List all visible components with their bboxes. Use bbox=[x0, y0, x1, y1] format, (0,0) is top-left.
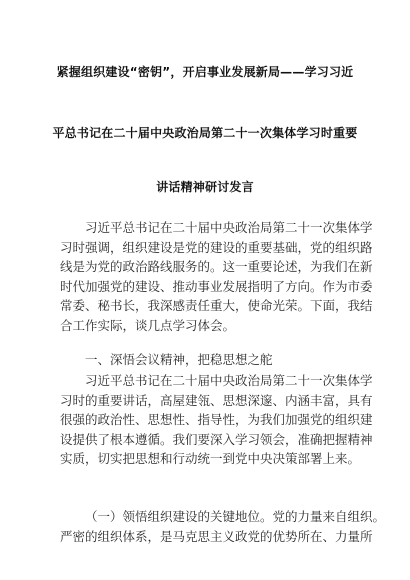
paragraph-line: 时代加强党的建设、推动事业发展指明了方向。作为市委 bbox=[60, 278, 373, 294]
section-heading-text: 一、深悟会议精神，把稳思想之舵 bbox=[85, 352, 273, 367]
paragraph-line: 习近平总书记在二十届中央政治局第二十一次集体学 bbox=[85, 220, 373, 235]
paragraph-line: 合工作实际，谈几点学习体会。 bbox=[60, 317, 236, 333]
paragraph-line: 严密的组织体系，是马克思主义政党的优势所在、力量所 bbox=[60, 528, 373, 544]
paragraph-line: （一）领悟组织建设的关键地位。党的力量来自组织。 bbox=[85, 509, 386, 524]
paragraph-line: 常委、秘书长，我深感责任重大，使命光荣。下面，我结 bbox=[60, 298, 373, 313]
document-title-line-2: 平总书记在二十届中央政治局第二十一次集体学习时重要 bbox=[52, 126, 358, 140]
document-title-line-1: 紧握组织建设“密钥”，开启事业发展新局——学习习近 bbox=[56, 65, 354, 79]
intro-paragraph bbox=[60, 218, 373, 335]
paragraph-line: 习时的重要讲话，高屋建瓴、思想深邃、内涵丰富，具有 bbox=[60, 392, 373, 408]
section-heading-1 bbox=[60, 350, 350, 370]
paragraph-line: 设提供了根本遵循。我们要深入学习领会，准确把握精神 bbox=[60, 431, 373, 447]
paragraph-line: 线是为党的政治路线服务的。这一重要论述，为我们在新 bbox=[60, 259, 373, 274]
paragraph-line: 习近平总书记在二十届中央政治局第二十一次集体学 bbox=[85, 373, 373, 388]
section-1-paragraph bbox=[60, 371, 373, 469]
paragraph-line: 习时强调，组织建设是党的建设的重要基础，党的组织路 bbox=[60, 239, 373, 255]
paragraph-line: 很强的政治性、思想性、指导性，为我们加强党的组织建 bbox=[60, 412, 373, 427]
document-title-line-3: 讲话精神研讨发言 bbox=[156, 180, 254, 194]
paragraph-line: 实质，切实把思想和行动统一到党中央决策部署上来。 bbox=[60, 451, 361, 466]
subsection-1-paragraph bbox=[60, 507, 386, 546]
